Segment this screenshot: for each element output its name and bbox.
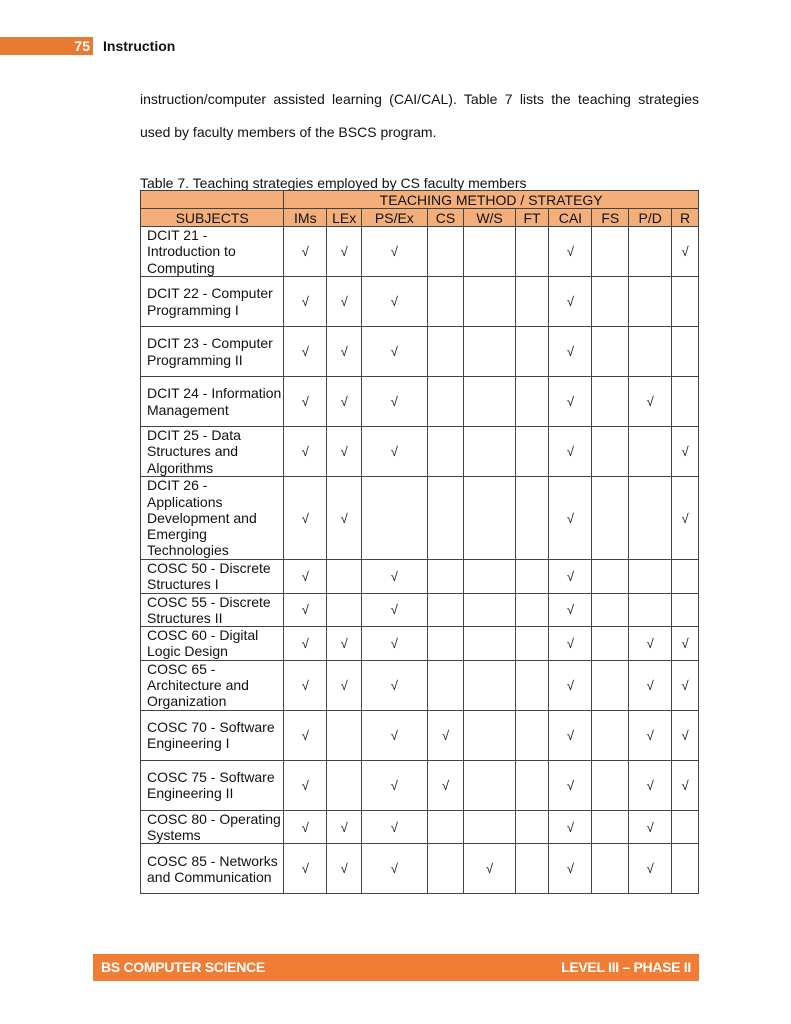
check-mark: √: [327, 227, 362, 277]
empty-cell: [464, 377, 515, 427]
empty-cell: [327, 710, 362, 760]
check-mark: √: [284, 710, 327, 760]
check-mark: √: [327, 427, 362, 477]
check-mark: √: [362, 427, 428, 477]
check-mark: √: [284, 660, 327, 710]
empty-cell: [672, 593, 699, 627]
check-mark: √: [629, 627, 672, 661]
check-mark: √: [362, 760, 428, 810]
check-mark: √: [327, 377, 362, 427]
empty-cell: [592, 710, 629, 760]
column-header: P/D: [629, 209, 672, 227]
column-header: CAI: [549, 209, 592, 227]
check-mark: √: [327, 810, 362, 844]
empty-cell: [327, 593, 362, 627]
empty-cell: [327, 560, 362, 594]
check-mark: √: [327, 660, 362, 710]
empty-cell: [592, 660, 629, 710]
empty-cell: [629, 560, 672, 594]
table-row: [141, 277, 699, 327]
table-header-blank: [141, 191, 284, 209]
check-mark: √: [629, 810, 672, 844]
empty-cell: [592, 377, 629, 427]
check-mark: √: [629, 760, 672, 810]
empty-cell: [427, 627, 464, 661]
empty-cell: [327, 760, 362, 810]
check-mark: √: [672, 760, 699, 810]
table-column-header-row: [141, 209, 699, 227]
empty-cell: [592, 427, 629, 477]
check-mark: √: [672, 227, 699, 277]
footer-program: BS COMPUTER SCIENCE: [101, 959, 265, 975]
table-row: [141, 377, 699, 427]
empty-cell: [464, 660, 515, 710]
empty-cell: [672, 377, 699, 427]
check-mark: √: [549, 327, 592, 377]
check-mark: √: [284, 560, 327, 594]
subject-cell: DCIT 26 - Applications Development and Emerging Technologies: [141, 477, 284, 560]
empty-cell: [629, 427, 672, 477]
subject-cell: COSC 75 - Software Engineering II: [141, 760, 284, 810]
empty-cell: [427, 660, 464, 710]
empty-cell: [464, 327, 515, 377]
empty-cell: [515, 660, 549, 710]
empty-cell: [515, 377, 549, 427]
empty-cell: [515, 593, 549, 627]
check-mark: √: [284, 427, 327, 477]
teaching-strategies-table: [140, 190, 699, 894]
column-header: FT: [515, 209, 549, 227]
check-mark: √: [549, 427, 592, 477]
empty-cell: [427, 844, 464, 894]
empty-cell: [515, 277, 549, 327]
empty-cell: [515, 710, 549, 760]
empty-cell: [592, 593, 629, 627]
table-row: [141, 844, 699, 894]
empty-cell: [427, 427, 464, 477]
empty-cell: [515, 760, 549, 810]
empty-cell: [464, 810, 515, 844]
check-mark: √: [549, 277, 592, 327]
empty-cell: [592, 327, 629, 377]
empty-cell: [592, 760, 629, 810]
table-row: [141, 627, 699, 661]
check-mark: √: [362, 627, 428, 661]
table-group-header: TEACHING METHOD / STRATEGY: [284, 191, 699, 209]
empty-cell: [464, 627, 515, 661]
check-mark: √: [549, 627, 592, 661]
check-mark: √: [549, 810, 592, 844]
check-mark: √: [284, 844, 327, 894]
page-number: 75: [74, 38, 90, 54]
empty-cell: [427, 277, 464, 327]
empty-cell: [427, 593, 464, 627]
check-mark: √: [284, 627, 327, 661]
subject-cell: DCIT 21 - Introduction to Computing: [141, 227, 284, 277]
check-mark: √: [362, 710, 428, 760]
empty-cell: [592, 810, 629, 844]
check-mark: √: [427, 760, 464, 810]
empty-cell: [515, 327, 549, 377]
table-row: [141, 477, 699, 560]
table-row: [141, 427, 699, 477]
empty-cell: [515, 844, 549, 894]
check-mark: √: [362, 227, 428, 277]
column-header: W/S: [464, 209, 515, 227]
check-mark: √: [549, 760, 592, 810]
table-row: [141, 810, 699, 844]
empty-cell: [427, 560, 464, 594]
column-header: PS/Ex: [362, 209, 428, 227]
empty-cell: [515, 627, 549, 661]
check-mark: √: [549, 377, 592, 427]
body-text-line-1: instruction/computer assisted learning (CAI/CAL). Table 7 lists the teaching strategies: [140, 91, 699, 107]
empty-cell: [464, 560, 515, 594]
empty-cell: [592, 560, 629, 594]
subject-cell: DCIT 22 - Computer Programming I: [141, 277, 284, 327]
check-mark: √: [362, 377, 428, 427]
empty-cell: [672, 277, 699, 327]
empty-cell: [515, 427, 549, 477]
subject-cell: COSC 50 - Discrete Structures I: [141, 560, 284, 594]
empty-cell: [629, 277, 672, 327]
table-row: [141, 227, 699, 277]
check-mark: √: [362, 593, 428, 627]
check-mark: √: [629, 377, 672, 427]
check-mark: √: [284, 760, 327, 810]
subject-cell: COSC 55 - Discrete Structures II: [141, 593, 284, 627]
empty-cell: [629, 593, 672, 627]
check-mark: √: [284, 810, 327, 844]
empty-cell: [464, 710, 515, 760]
check-mark: √: [284, 227, 327, 277]
check-mark: √: [327, 844, 362, 894]
empty-cell: [464, 593, 515, 627]
empty-cell: [464, 477, 515, 560]
empty-cell: [427, 810, 464, 844]
check-mark: √: [629, 844, 672, 894]
empty-cell: [464, 760, 515, 810]
check-mark: √: [284, 377, 327, 427]
subject-cell: COSC 70 - Software Engineering I: [141, 710, 284, 760]
check-mark: √: [362, 810, 428, 844]
empty-cell: [592, 477, 629, 560]
table-row: [141, 710, 699, 760]
check-mark: √: [549, 593, 592, 627]
empty-cell: [672, 810, 699, 844]
footer-bar: [93, 954, 699, 981]
empty-cell: [464, 277, 515, 327]
check-mark: √: [327, 627, 362, 661]
column-header: FS: [592, 209, 629, 227]
empty-cell: [672, 560, 699, 594]
empty-cell: [515, 227, 549, 277]
check-mark: √: [327, 477, 362, 560]
table-caption: Table 7. Teaching strategies employed by CS faculty members: [140, 175, 527, 191]
empty-cell: [427, 477, 464, 560]
check-mark: √: [362, 660, 428, 710]
check-mark: √: [549, 660, 592, 710]
empty-cell: [629, 477, 672, 560]
empty-cell: [629, 227, 672, 277]
empty-cell: [592, 277, 629, 327]
empty-cell: [629, 327, 672, 377]
table-group-header-row: [141, 191, 699, 209]
check-mark: √: [427, 710, 464, 760]
subject-cell: COSC 85 - Networks and Communication: [141, 844, 284, 894]
check-mark: √: [549, 710, 592, 760]
check-mark: √: [362, 327, 428, 377]
check-mark: √: [284, 477, 327, 560]
subject-cell: DCIT 25 - Data Structures and Algorithms: [141, 427, 284, 477]
check-mark: √: [549, 560, 592, 594]
check-mark: √: [672, 710, 699, 760]
body-text-line-2: used by faculty members of the BSCS program.: [140, 124, 437, 140]
empty-cell: [427, 327, 464, 377]
subject-cell: COSC 80 - Operating Systems: [141, 810, 284, 844]
check-mark: √: [284, 593, 327, 627]
empty-cell: [464, 227, 515, 277]
table-row: [141, 327, 699, 377]
empty-cell: [362, 477, 428, 560]
check-mark: √: [327, 327, 362, 377]
check-mark: √: [362, 560, 428, 594]
subject-cell: DCIT 24 - Information Management: [141, 377, 284, 427]
check-mark: √: [362, 844, 428, 894]
column-header: CS: [427, 209, 464, 227]
empty-cell: [515, 560, 549, 594]
footer-level: LEVEL III – PHASE II: [561, 959, 691, 975]
empty-cell: [592, 627, 629, 661]
empty-cell: [515, 810, 549, 844]
empty-cell: [672, 844, 699, 894]
subject-cell: COSC 65 - Architecture and Organization: [141, 660, 284, 710]
empty-cell: [464, 427, 515, 477]
subject-cell: COSC 60 - Digital Logic Design: [141, 627, 284, 661]
check-mark: √: [629, 710, 672, 760]
check-mark: √: [549, 844, 592, 894]
empty-cell: [672, 327, 699, 377]
check-mark: √: [672, 627, 699, 661]
check-mark: √: [672, 477, 699, 560]
column-header: IMs: [284, 209, 327, 227]
check-mark: √: [629, 660, 672, 710]
check-mark: √: [464, 844, 515, 894]
check-mark: √: [362, 277, 428, 327]
check-mark: √: [284, 327, 327, 377]
check-mark: √: [284, 277, 327, 327]
check-mark: √: [549, 477, 592, 560]
table-row: [141, 660, 699, 710]
empty-cell: [515, 477, 549, 560]
empty-cell: [592, 227, 629, 277]
empty-cell: [427, 227, 464, 277]
empty-cell: [592, 844, 629, 894]
table-row: [141, 593, 699, 627]
section-title: Instruction: [103, 38, 176, 54]
check-mark: √: [672, 660, 699, 710]
column-header: LEx: [327, 209, 362, 227]
check-mark: √: [327, 277, 362, 327]
subjects-header: SUBJECTS: [141, 209, 284, 227]
table-row: [141, 560, 699, 594]
check-mark: √: [672, 427, 699, 477]
subject-cell: DCIT 23 - Computer Programming II: [141, 327, 284, 377]
empty-cell: [427, 377, 464, 427]
check-mark: √: [549, 227, 592, 277]
table-row: [141, 760, 699, 810]
column-header: R: [672, 209, 699, 227]
